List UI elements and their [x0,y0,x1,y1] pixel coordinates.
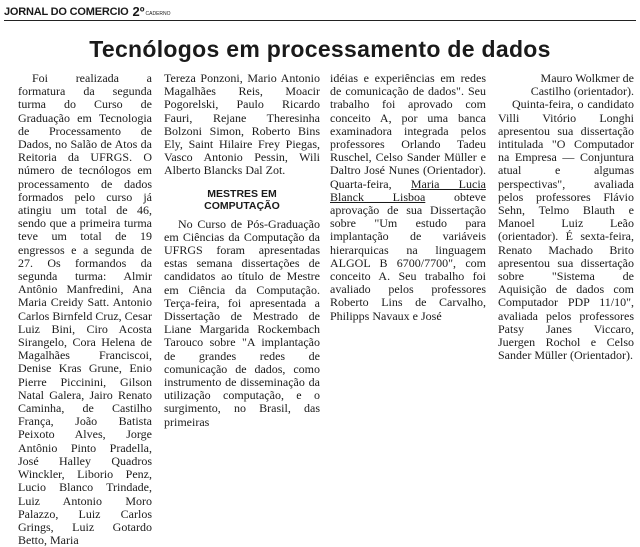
article-column-4 [498,72,634,362]
masthead-rule [4,20,636,21]
newspaper-name: JORNAL DO COMERCIO [4,6,129,18]
underlined-name: Maria Lucia Blanck Lisboa [330,176,486,204]
masthead [4,4,171,18]
subheading [164,188,320,212]
subheading-line-1: MESTRES EM [207,187,277,200]
section-label: CADERNO [145,11,171,17]
subheading-line-2: COMPUTAÇÃO [204,199,280,212]
column-3-text-b: obteve aprovação de sua Dissertação sobre "Um estudo para implantação de variáveis hierarquicas na linguagem ALGOL B 6700/7700", com conceito A. Seu trabalho foi avaliado pelos professores Roberto Lins de Carvalho, Philipps Navaux e José [330,189,486,323]
article-column-3 [330,72,486,323]
column-4-text-b: Quinta-feira, o candidato Villi Vitório Longhi apresentou sua dissertação intitulada "O Computador na Empresa — Conjuntura atual e algumas perspectivas", avaliada pelos professores Flávio Sehn, Telmo Blauth e Manoel Luiz Leão (orientador). É sexta-feira, Renato Machado Brito apresentou sua dissertação sobre "Sistema de Aquisição de dados com Computador PDP 11/10", avaliada pelos professores Patsy Janes Viccaro, Juergen Rochol e Celso Sander Müller (Orientador). [498,97,634,363]
article-column-1 [18,72,152,547]
column-3-text-a: idéias e experiências em redes de comunicação de dados". Seu trabalho foi aprovado com conceito A, por uma banca examinadora integrada pelos professores Orlando Tadeu Ruschel, Celso Sander Müller e Daltro José Nunes (Orientador). Quarta-feira, [330,71,486,191]
section-number: 2º [132,4,145,19]
column-2-text-bottom: No Curso de Pós-Graduação em Ciências da Computação da UFRGS foram apresentadas estas semana dissertações de candidatos ao título de Mestre em Ciência da Computação. Terça-feira, foi apresentada a Dissertação de Mestrado de Liane Margarida Rockembach Tarouco sobre "A implantação de grandes redes de comunicação de dados, como instrumento de disseminação da utilização computação, e o surgimento, no Brasil, das primeiras [164,216,320,429]
article-headline: Tecnólogos em processamento de dados [89,36,551,62]
column-4-text-a: Mauro Wolkmer de Castilho (orientador). [530,71,634,99]
column-2-text-top: Tereza Ponzoni, Mario Antonio Magalhães Reis, Moacir Pogorelski, Paulo Ricardo Fauri, Rejane Theresinha Bolzoni Simon, Roberto Bins Ely, Saint Hilaire Frey Piegas, Vasco Antonio Pessin, Wili Alberto Blancks Dal Zot. [164,71,320,178]
article-column-2 [164,72,320,429]
column-1-text: Foi realizada a formatura da segunda turma do Curso de Graduação em Tecnologia de Processamento de Dados, no Salão de Atos da Reitoria da UFRGS. O número de tecnólogos em processamento de dados formados pelo curso já atingiu um total de 46, sendo que a primeira turma teve um total de 19 engressos e a segunda de 27. Os formandos da segunda turma: Almir Antônio Manfredini, Ana Maria Creidy Satt. Antonio Carlos Birnfeld Cruz, Cesar Luiz Bini, Ciro Acosta Sirangelo, Cora Helena de Magalhães Franciscoi, Denise Kras Grune, Enio Pierre Piccinini, Gilson Natal Galera, Jairo Renato Caminha, de Castilho França, João Batista Peixoto Alves, Jorge Antônio Pinto Pradella, José Halley Quadros Winckler, Liborio Penz, Lucio Blanco Trindade, Luiz Antonio Moro Palazzo, Luiz Carlos Grings, Luiz Gotardo Betto, Maria [18,71,152,547]
